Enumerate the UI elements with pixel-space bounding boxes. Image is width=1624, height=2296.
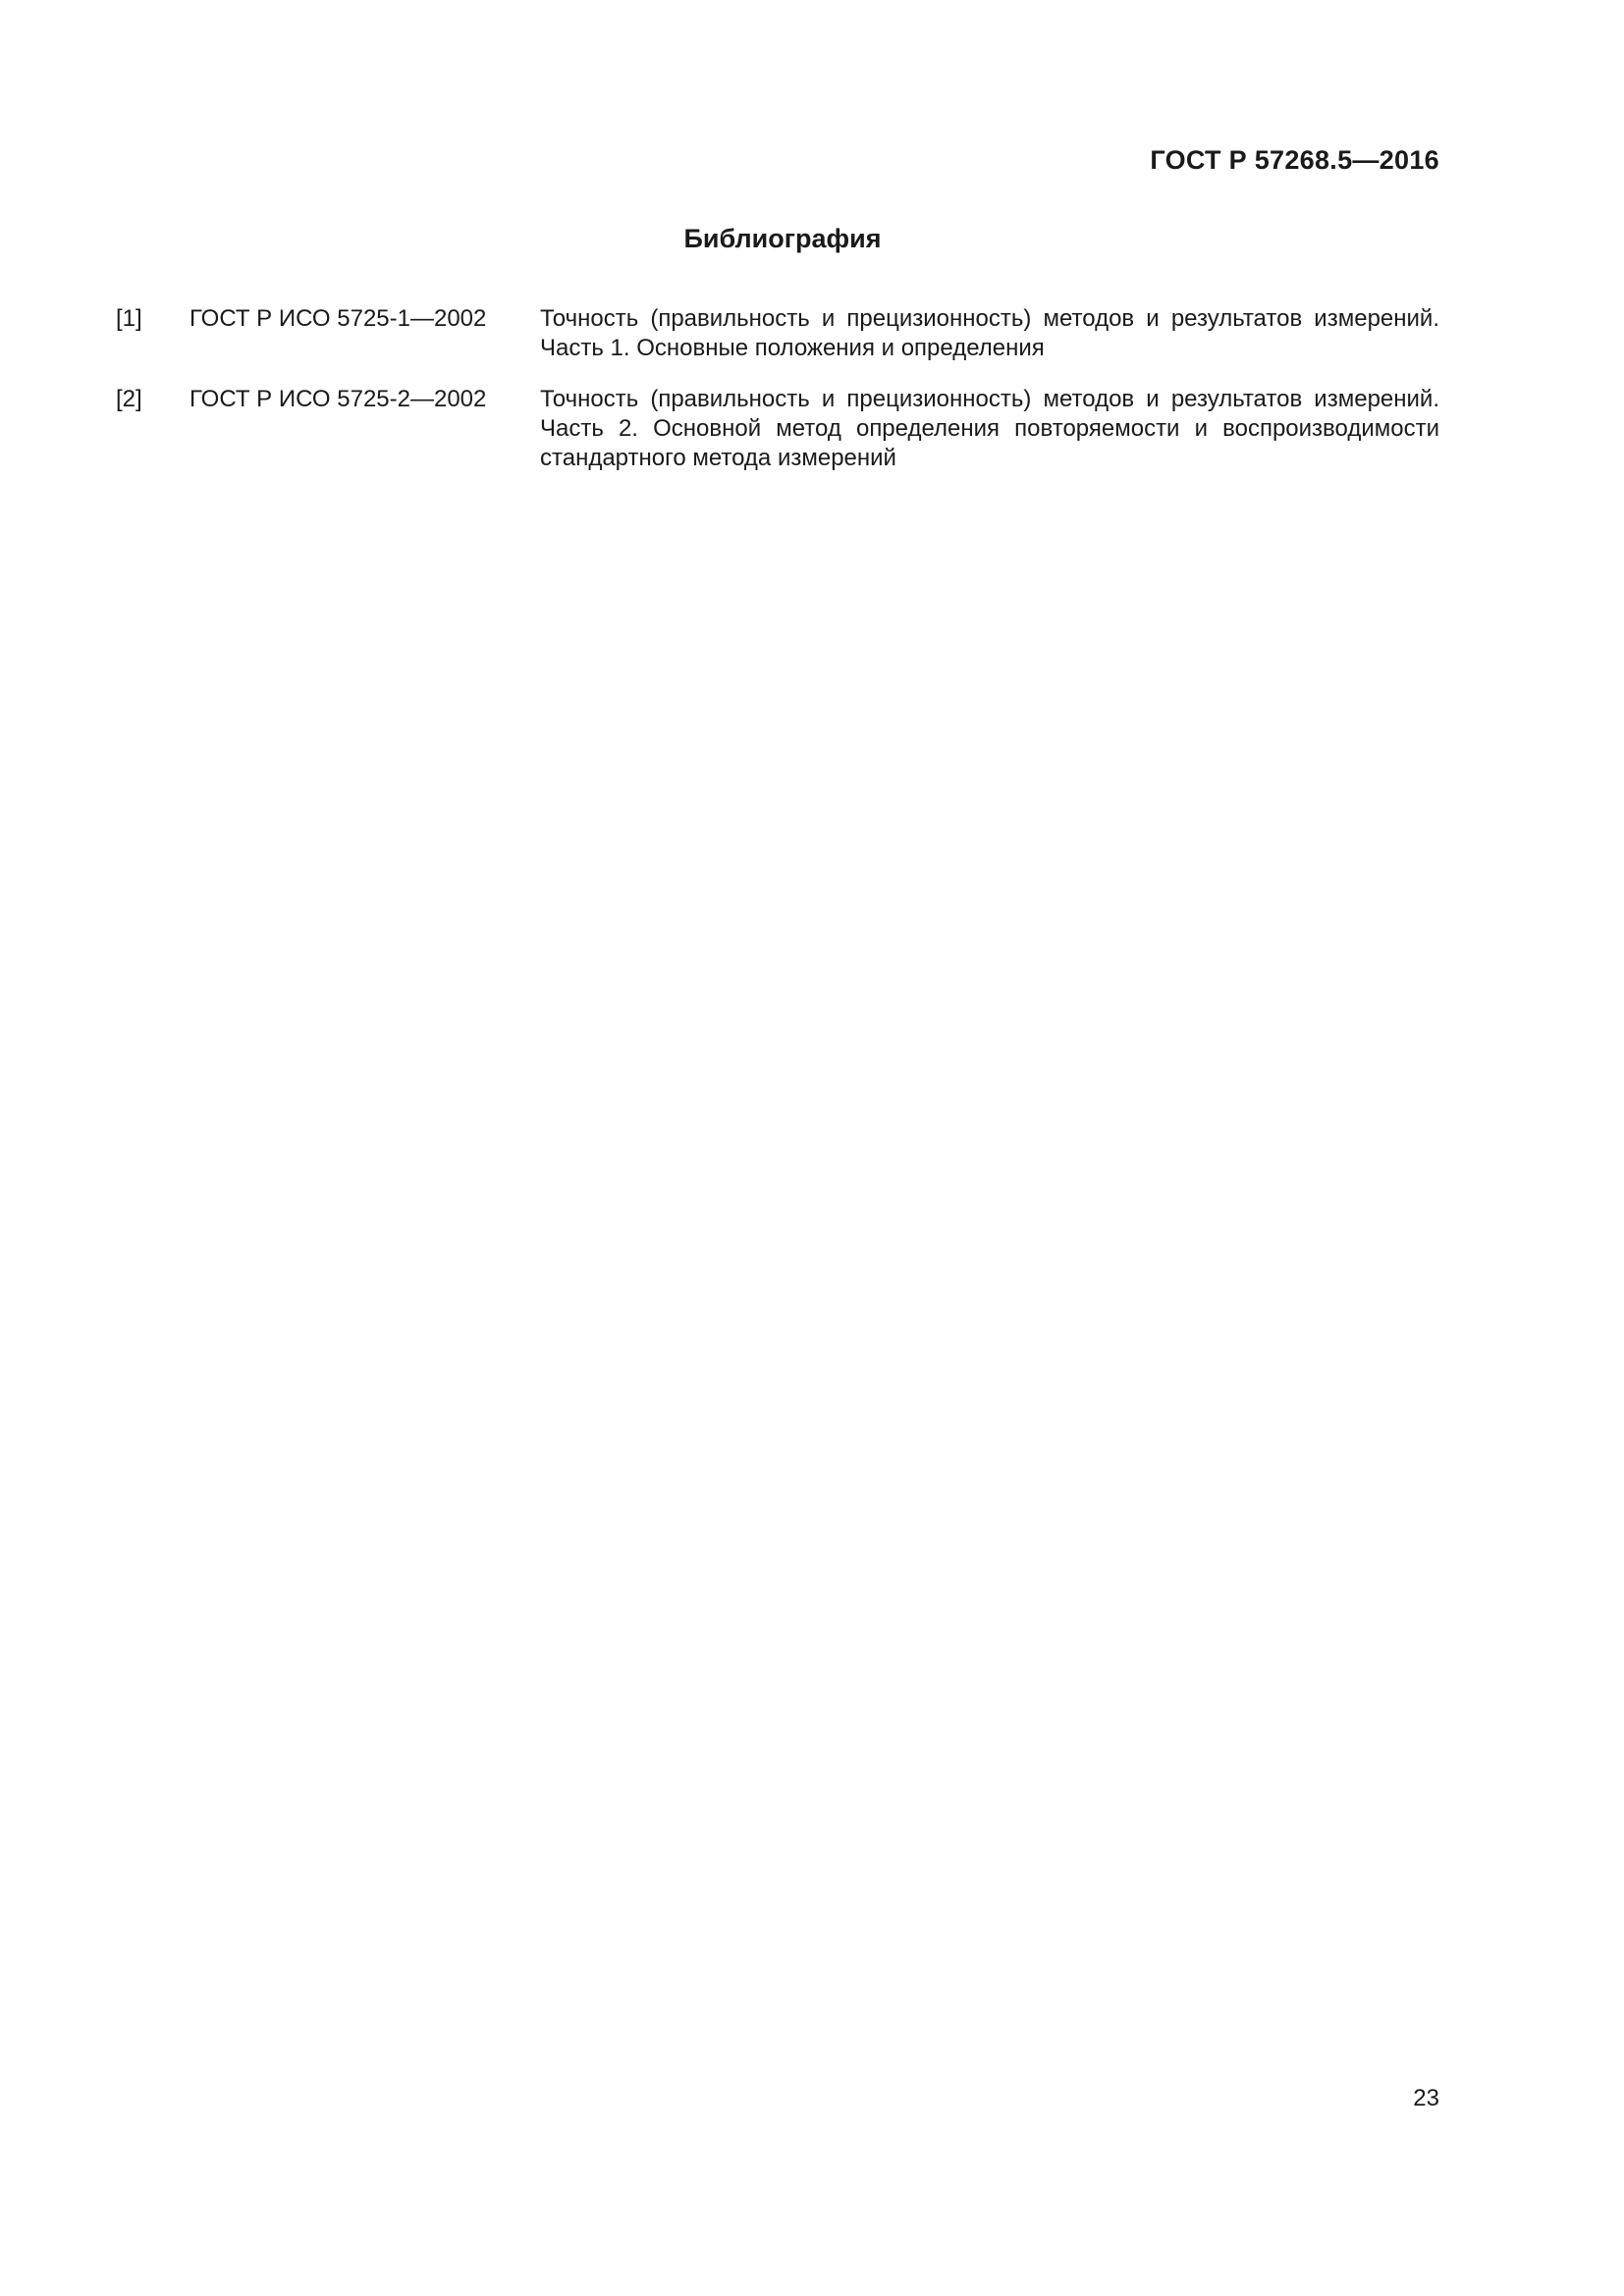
bibliography-title: Библиография (683, 224, 882, 253)
bibliography-list (116, 304, 1439, 495)
entry-description: Точность (правильность и прецизионность) методов и результатов измерений. Часть 1. Основные положения и определения (540, 305, 1439, 361)
entry-number: [2] (116, 386, 142, 412)
entry-reference: ГОСТ Р ИСО 5725-1—2002 (189, 305, 487, 332)
document-header-code: ГОСТ Р 57268.5—2016 (1150, 145, 1439, 175)
page-number: 23 (1413, 2085, 1439, 2111)
bibliography-entry-2 (116, 385, 1439, 473)
entry-number: [1] (116, 305, 142, 332)
bibliography-entry-1 (116, 304, 1439, 363)
entry-reference: ГОСТ Р ИСО 5725-2—2002 (189, 386, 487, 412)
entry-description: Точность (правильность и прецизионность) методов и результатов измерений. Часть 2. Основной метод определения повторяемости и воспроизводимости стандартного метода измерений (540, 386, 1439, 471)
